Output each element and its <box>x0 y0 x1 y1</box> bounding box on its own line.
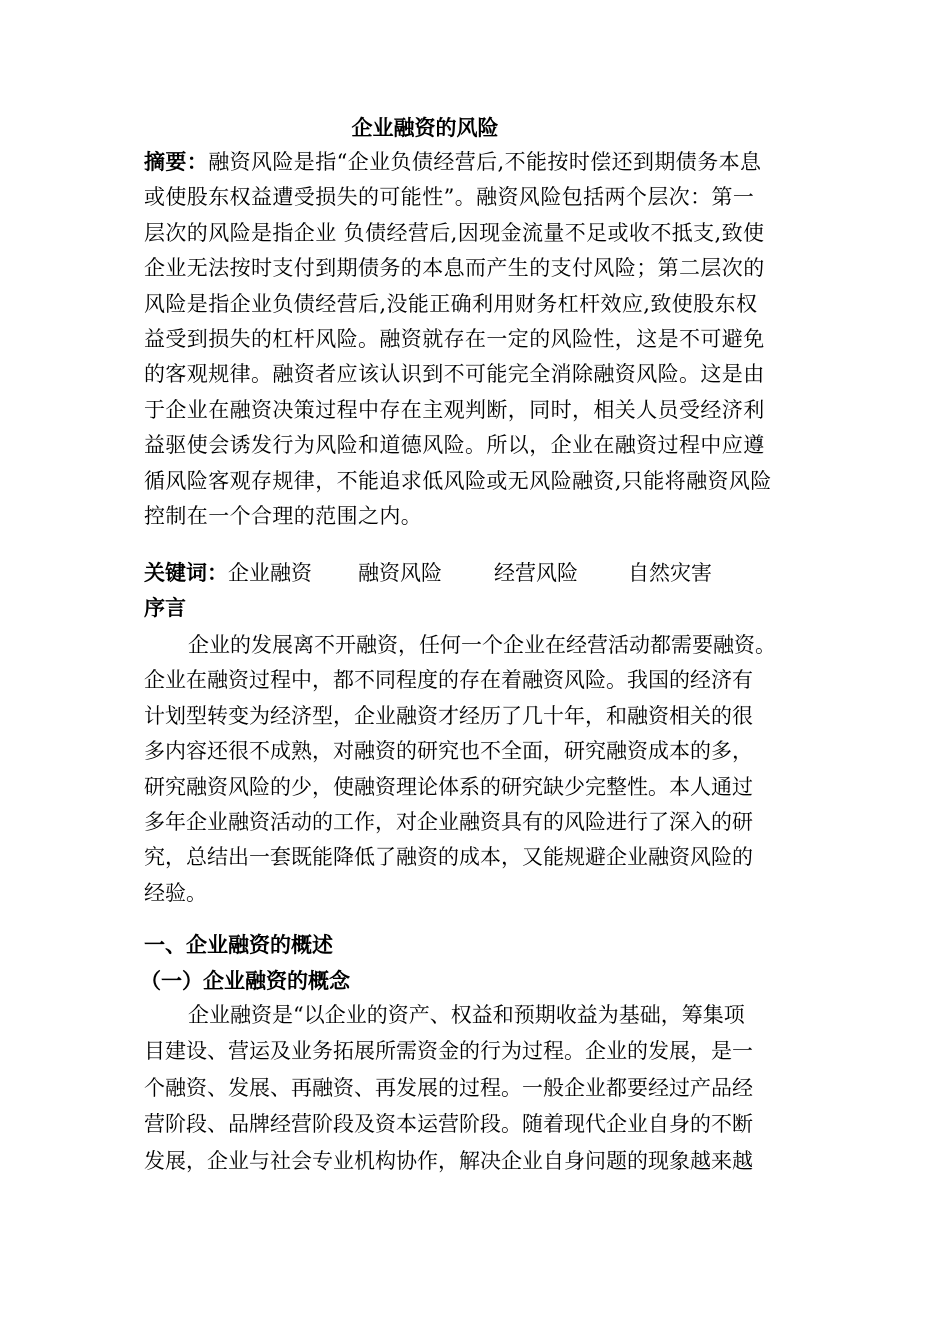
preface-line: 研究融资风险的少，使融资理论体系的研究缺少完整性。本人通过 <box>144 774 753 799</box>
abstract-line: 企业无法按时支付到期债务的本息而产生的支付风险；第二层次的 <box>144 256 765 281</box>
preface-section <box>144 628 824 911</box>
abstract-line: 益受到损失的杠杆风险。融资就存在一定的风险性，这是不可避免 <box>144 326 765 351</box>
abstract-section <box>144 145 824 534</box>
keyword: 企业融资 <box>228 561 312 585</box>
section-line: 个融资、发展、再融资、再发展的过程。一般企业都要经过产品经 <box>144 1075 753 1100</box>
abstract-line: 或使股东权益遭受损失的可能性”。融资风险包括两个层次：第一 <box>144 185 755 210</box>
keyword: 自然灾害 <box>628 561 712 585</box>
section-line: 营阶段、品牌经营阶段及资本运营阶段。随着现代企业自身的不断 <box>144 1112 753 1137</box>
abstract-text: 融资风险是指“企业负债经营后,不能按时偿还到期债务本息 <box>208 150 762 174</box>
section-line: 目建设、营运及业务拓展所需资金的行为过程。企业的发展，是一 <box>144 1039 753 1064</box>
preface-line: 究，总结出一套既能降低了融资的成本，又能规避企业融资风险的 <box>144 845 753 870</box>
section-body <box>144 997 804 1179</box>
keywords-label: 关键词： <box>144 561 228 585</box>
preface-heading: 序言 <box>144 596 186 620</box>
abstract-line: 益驱使会诱发行为风险和道德风险。所以，企业在融资过程中应遵 <box>144 433 765 458</box>
abstract-line: 的客观规律。融资者应该认识到不可能完全消除融资风险。这是由 <box>144 362 765 387</box>
section-line: 发展，企业与社会专业机构协作，解决企业自身问题的现象越来越 <box>144 1148 753 1173</box>
abstract-line: 于企业在融资决策过程中存在主观判断，同时，相关人员受经济利 <box>144 397 765 422</box>
section-line: 企业融资是“以企业的资产、权益和预期收益为基础，筹集项 <box>188 1003 745 1027</box>
preface-line: 多内容还很不成熟，对融资的研究也不全面，研究融资成本的多， <box>144 739 753 764</box>
abstract-line: 风险是指企业负债经营后,没能正确利用财务杠杆效应,致使股东权 <box>144 291 758 316</box>
abstract-line: 层次的风险是指企业 负债经营后,因现金流量不足或收不抵支,致使 <box>144 220 765 245</box>
section-heading: 一、企业融资的概述 <box>144 933 333 957</box>
abstract-label: 摘要： <box>144 150 209 174</box>
abstract-line: 循风险客观存规律，不能追求低风险或无风险融资,只能将融资风险 <box>144 468 772 493</box>
abstract-line: 控制在一个合理的范围之内。 <box>144 503 423 528</box>
subsection-heading: （一）企业融资的概念 <box>140 969 350 993</box>
keywords-line <box>144 557 824 589</box>
preface-line: 计划型转变为经济型，企业融资才经历了几十年，和融资相关的很 <box>144 703 753 728</box>
keyword: 经营风险 <box>494 561 578 585</box>
preface-line: 企业的发展离不开融资，任何一个企业在经营活动都需要融资。 <box>188 633 776 657</box>
keyword: 融资风险 <box>358 561 442 585</box>
abstract-line <box>144 145 824 180</box>
document-title: 企业融资的风险 <box>351 115 499 140</box>
preface-line: 经验。 <box>144 880 207 905</box>
preface-line: 多年企业融资活动的工作，对企业融资具有的风险进行了深入的研 <box>144 809 753 834</box>
preface-line: 企业在融资过程中，都不同程度的存在着融资风险。我国的经济有 <box>144 668 753 693</box>
